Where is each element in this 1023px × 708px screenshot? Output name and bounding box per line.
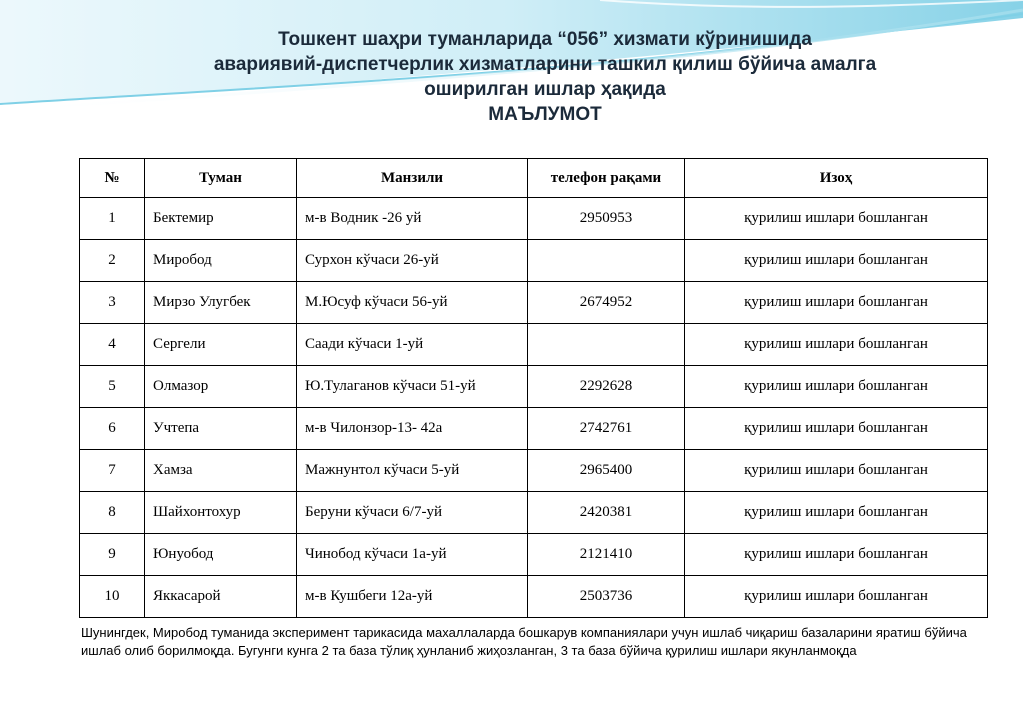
table-row	[80, 450, 988, 492]
cell-number: 8	[80, 492, 145, 534]
cell-number: 2	[80, 240, 145, 282]
header-number: №	[80, 159, 145, 198]
cell-district: Бектемир	[145, 198, 297, 240]
cell-note: қурилиш ишлари бошланган	[685, 408, 988, 450]
cell-phone: 2121410	[528, 534, 685, 576]
cell-address: м-в Водник -26 уй	[297, 198, 528, 240]
cell-district: Миробод	[145, 240, 297, 282]
cell-number: 10	[80, 576, 145, 618]
header-note: Изоҳ	[685, 159, 988, 198]
cell-number: 5	[80, 366, 145, 408]
document-title	[80, 27, 1010, 127]
table-row	[80, 282, 988, 324]
header-district: Туман	[145, 159, 297, 198]
cell-phone: 2950953	[528, 198, 685, 240]
cell-phone: 2742761	[528, 408, 685, 450]
cell-note: қурилиш ишлари бошланган	[685, 282, 988, 324]
cell-number: 3	[80, 282, 145, 324]
table-row	[80, 408, 988, 450]
cell-note: қурилиш ишлари бошланган	[685, 534, 988, 576]
cell-district: Шайхонтохур	[145, 492, 297, 534]
cell-address: м-в Чилонзор-13- 42а	[297, 408, 528, 450]
cell-address: Чинобод кўчаси 1а-уй	[297, 534, 528, 576]
cell-district: Учтепа	[145, 408, 297, 450]
header-address: Манзили	[297, 159, 528, 198]
cell-note: қурилиш ишлари бошланган	[685, 366, 988, 408]
title-line-4: МАЪЛУМОТ	[488, 104, 602, 125]
cell-note: қурилиш ишлари бошланган	[685, 240, 988, 282]
title-line-2: авариявий-диспетчерлик хизматларини ташкил қилиш бўйича амалга	[213, 54, 877, 75]
table-header-row	[80, 159, 988, 198]
cell-phone: 2965400	[528, 450, 685, 492]
cell-address: Сурхон кўчаси 26-уй	[297, 240, 528, 282]
cell-note: қурилиш ишлари бошланган	[685, 198, 988, 240]
cell-address: Беруни кўчаси 6/7-уй	[297, 492, 528, 534]
cell-address: М.Юсуф кўчаси 56-уй	[297, 282, 528, 324]
cell-note: қурилиш ишлари бошланган	[685, 492, 988, 534]
cell-note: қурилиш ишлари бошланган	[685, 576, 988, 618]
cell-district: Сергели	[145, 324, 297, 366]
cell-note: қурилиш ишлари бошланган	[685, 450, 988, 492]
cell-address: Саади кўчаси 1-уй	[297, 324, 528, 366]
title-line-1: Тошкент шаҳри туманларида “056” хизмати кўринишида	[278, 29, 812, 50]
table-row	[80, 324, 988, 366]
cell-district: Юнуобод	[145, 534, 297, 576]
footnote-text: Шунингдек, Миробод туманида эксперимент тарикасида махаллаларда бошкарув компаниялари учун ишлаб чиқариш базаларини яратиш бўйича ишлаб олиб борилмоқда. Бугунги кунга 2 та база тўлиқ ҳунланиб жиҳозланган, 3 та база бўйича қурилиш ишлари якунланмоқда	[81, 625, 967, 658]
table-row	[80, 240, 988, 282]
cell-number: 9	[80, 534, 145, 576]
cell-address: Мажнунтол кўчаси 5-уй	[297, 450, 528, 492]
cell-phone: 2503736	[528, 576, 685, 618]
table-row	[80, 534, 988, 576]
cell-district: Яккасарой	[145, 576, 297, 618]
cell-district: Мирзо Улугбек	[145, 282, 297, 324]
cell-address: м-в Кушбеги 12а-уй	[297, 576, 528, 618]
cell-district: Хамза	[145, 450, 297, 492]
table-row	[80, 366, 988, 408]
cell-phone	[528, 324, 685, 366]
cell-number: 7	[80, 450, 145, 492]
cell-note: қурилиш ишлари бошланган	[685, 324, 988, 366]
cell-number: 6	[80, 408, 145, 450]
cell-phone: 2420381	[528, 492, 685, 534]
cell-phone: 2292628	[528, 366, 685, 408]
cell-number: 4	[80, 324, 145, 366]
title-line-3: оширилган ишлар ҳақида	[424, 79, 666, 100]
cell-district: Олмазор	[145, 366, 297, 408]
cell-number: 1	[80, 198, 145, 240]
header-phone: телефон рақами	[528, 159, 685, 198]
cell-phone: 2674952	[528, 282, 685, 324]
cell-phone	[528, 240, 685, 282]
table-row	[80, 492, 988, 534]
districts-table	[79, 158, 988, 618]
table-row	[80, 576, 988, 618]
table-row	[80, 198, 988, 240]
cell-address: Ю.Тулаганов кўчаси 51-уй	[297, 366, 528, 408]
